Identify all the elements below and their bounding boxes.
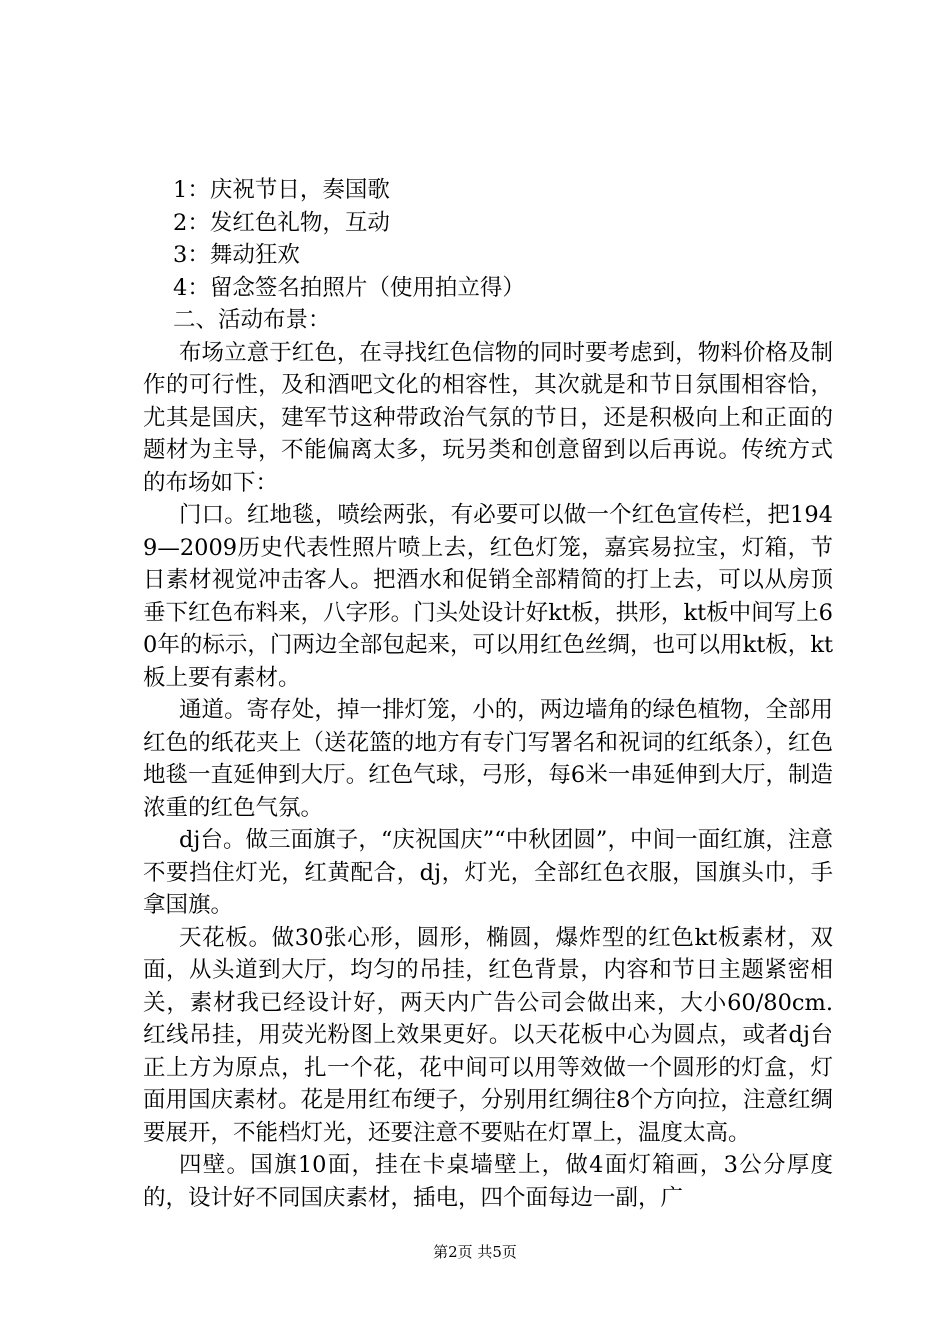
document-body bbox=[143, 174, 833, 1214]
paragraph-corridor: 通道。寄存处，掉一排灯笼，小的，两边墙角的绿色植物，全部用红色的纸花夹上（送花篮的地方有专门写署名和祝词的红纸条），红色地毯一直延伸到大厅。红色气球，弓形，每6米一串延伸到大厅，制造浓重的红色气氛。 bbox=[143, 697, 833, 821]
paragraph-walls: 四壁。国旗10面，挂在卡桌墙壁上，做4面灯箱画，3公分厚度的，设计好不同国庆素材，插电，四个面每边一副，广 bbox=[143, 1152, 833, 1211]
paragraph-entrance: 门口。红地毯，喷绘两张，有必要可以做一个红色宣传栏，把1949—2009历史代表性照片喷上去，红色灯笼，嘉宾易拉宝，灯箱，节日素材视觉冲击客人。把酒水和促销全部精简的打上去，可以从房顶垂下红色布料来，八字形。门头处设计好kt板，拱形，kt板中间写上60年的标示，门两边全部包起来，可以用红色丝绸，也可以用kt板，kt板上要有素材。 bbox=[143, 502, 833, 691]
list-item-2: 2：发红色礼物，互动 bbox=[173, 209, 390, 236]
list-item-3: 3：舞动狂欢 bbox=[173, 242, 300, 268]
list-item-1: 1：庆祝节日，奏国歌 bbox=[173, 177, 390, 203]
paragraph-ceiling: 天花板。做30张心形，圆形，椭圆，爆炸型的红色kt板素材，双面，从头道到大厅，均匀的吊挂，红色背景，内容和节日主题紧密相关，素材我已经设计好，两天内广告公司会做出来，大小60/80cm.红线吊挂，用荧光粉图上效果更好。以天花板中心为圆点，或者dj台正上方为原点，扎一个花，花中间可以用等效做一个圆形的灯盒，灯面用国庆素材。花是用红布绠子，分别用红绸往8个方向拉，注意红绸要展开，不能档灯光，还要注意不要贴在灯罩上，温度太高。 bbox=[143, 924, 833, 1146]
paragraph-dj-booth: dj台。做三面旗子，“庆祝国庆”“中秋团圆”，中间一面红旗，注意不要挡住灯光，红黄配合，dj，灯光，全部红色衣服，国旗头巾，手拿国旗。 bbox=[143, 827, 833, 918]
section-heading: 二、活动布景： bbox=[173, 307, 331, 333]
paragraph-intro: 布场立意于红色，在寻找红色信物的同时要考虑到，物料价格及制作的可行性，及和酒吧文化的相容性，其次就是和节日氛围相容恰，尤其是国庆，建军节这种带政治气氛的节日，还是积极向上和正面的题材为主导，不能偏离太多，玩另类和创意留到以后再说。传统方式的布场如下： bbox=[143, 339, 833, 496]
page-footer: 第2页 共5页 bbox=[433, 1243, 517, 1261]
list-item-4: 4：留念签名拍照片（使用拍立得） bbox=[173, 274, 525, 301]
